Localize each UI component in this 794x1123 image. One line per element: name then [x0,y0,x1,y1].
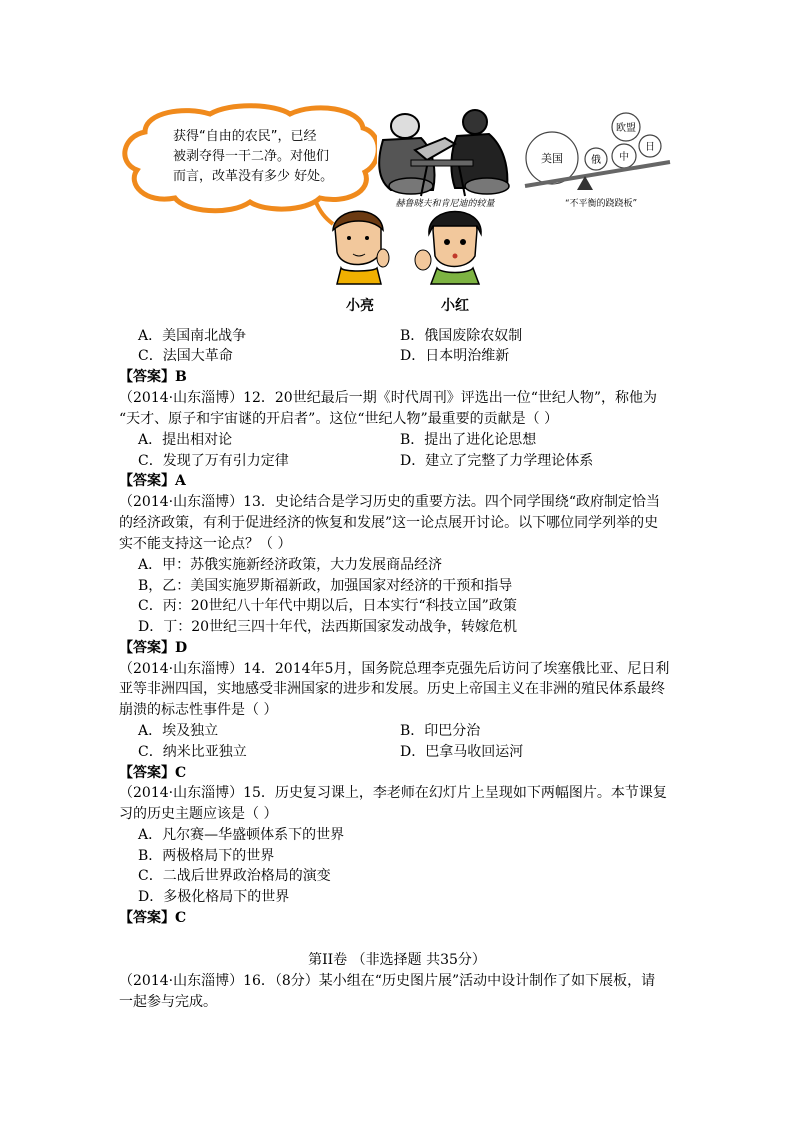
q14-stem-line-2: 亚等非洲四国，实地感受非洲国家的进步和发展。历史上帝国主义在非洲的殖民体系最终 [119,681,665,697]
q15-answer: 【答案】C [119,910,187,926]
q15-stem-line-2: 习的历史主题应该是（ ） [119,806,278,822]
q13-option-a: A．甲：苏俄实施新经济政策，大力发展商品经济 [138,557,443,573]
q12-option-d: D．建立了完整了力学理论体系 [400,453,594,469]
question-figure [115,100,675,322]
cartoon-caption: 赫鲁晓夫和肯尼迪的较量 [395,199,495,209]
seesaw-diagram [525,113,670,209]
q13-stem-line-2: 的经济政策，有利于促进经济的恢复和发展”这一论点展开讨论。以下哪位同学列举的史 [119,515,659,531]
q15-option-a: A．凡尔赛—华盛顿体系下的世界 [138,827,345,843]
q13-stem-line-3: 实不能支持这一论点？（ ） [119,536,292,552]
q12-option-a: A．提出相对论 [138,432,233,448]
q11-option-b: B．俄国废除农奴制 [400,328,523,344]
q13-answer: 【答案】D [119,640,188,656]
arm-wrestling-cartoon [377,106,513,209]
q11-option-c: C．法国大革命 [138,348,233,364]
seesaw-label-china: 中 [619,152,629,163]
bubble-line-1: 获得“自由的农民”，已经 [173,129,317,144]
girl-name: 小红 [441,298,469,314]
q12-stem-line-1: （2014·山东淄博）12．20世纪最后一期《时代周刊》评选出一位“世纪人物”，称他为 [119,390,658,406]
q13-stem-line-1: （2014·山东淄博）13．史论结合是学习历史的重要方法。四个同学围绕“政府制定恰当 [119,494,661,510]
q15-stem-line-1: （2014·山东淄博）15．历史复习课上，李老师在幻灯片上呈现如下两幅图片。本节课复 [119,785,667,801]
q14-stem-line-1: （2014·山东淄博）14．2014年5月，国务院总理李克强先后访问了埃塞俄比亚、尼日利 [119,661,670,677]
q13-option-b: B，乙：美国实施罗斯福新政，加强国家对经济的干预和指导 [138,578,513,594]
seesaw-label-japan: 日 [645,142,655,153]
seesaw-caption: “不平衡的跷跷板” [564,199,638,209]
q14-option-b: B．印巴分治 [400,723,481,739]
girl-illustration [415,212,481,315]
q12-option-c: C．发现了万有引力定律 [138,453,289,469]
seesaw-label-usa: 美国 [541,152,563,165]
q14-option-d: D．巴拿马收回运河 [400,744,524,760]
boy-name: 小亮 [346,298,374,314]
q15-option-d: D．多极化格局下的世界 [138,889,290,905]
q16-stem-line-1: （2014·山东淄博）16．（8分）某小组在“历史图片展”活动中设计制作了如下展板，请 [119,973,656,989]
q13-option-d: D．丁：20世纪三四十年代，法西斯国家发动战争，转嫁危机 [138,619,518,635]
q16-stem-line-2: 一起参与完成。 [119,994,217,1010]
q14-option-c: C．纳米比亚独立 [138,744,247,760]
q14-option-a: A．埃及独立 [138,723,219,739]
q12-answer: 【答案】A [119,473,186,489]
q14-stem-line-3: 崩溃的标志性事件是（ ） [119,702,278,718]
q12-option-b: B．提出了进化论思想 [400,432,537,448]
q15-option-b: B．两极格局下的世界 [138,848,275,864]
q11-option-d: D．日本明治维新 [400,348,510,364]
section-2-title: 第II卷 （非选择题 共35分） [308,952,486,968]
q13-option-c: C．丙：20世纪八十年代中期以后，日本实行“科技立国”政策 [138,598,517,614]
seesaw-label-europe: 欧盟 [616,123,636,134]
bubble-line-2: 被剥夺得一干二净。对他们 [173,149,330,164]
seesaw-label-russia: 俄 [591,155,601,166]
q14-answer: 【答案】C [119,765,187,781]
q12-stem-line-2: “天才、原子和宇宙谜的开启者”。这位“世纪人物”最重要的贡献是（ ） [119,411,559,427]
speech-bubble [125,106,378,224]
q11-answer: 【答案】B [119,369,187,385]
boy-illustration [333,211,389,314]
bubble-line-3: 而言，改革没有多少 好处。 [173,169,334,184]
q11-option-a: A．美国南北战争 [138,328,247,344]
q15-option-c: C．二战后世界政治格局的演变 [138,868,331,884]
